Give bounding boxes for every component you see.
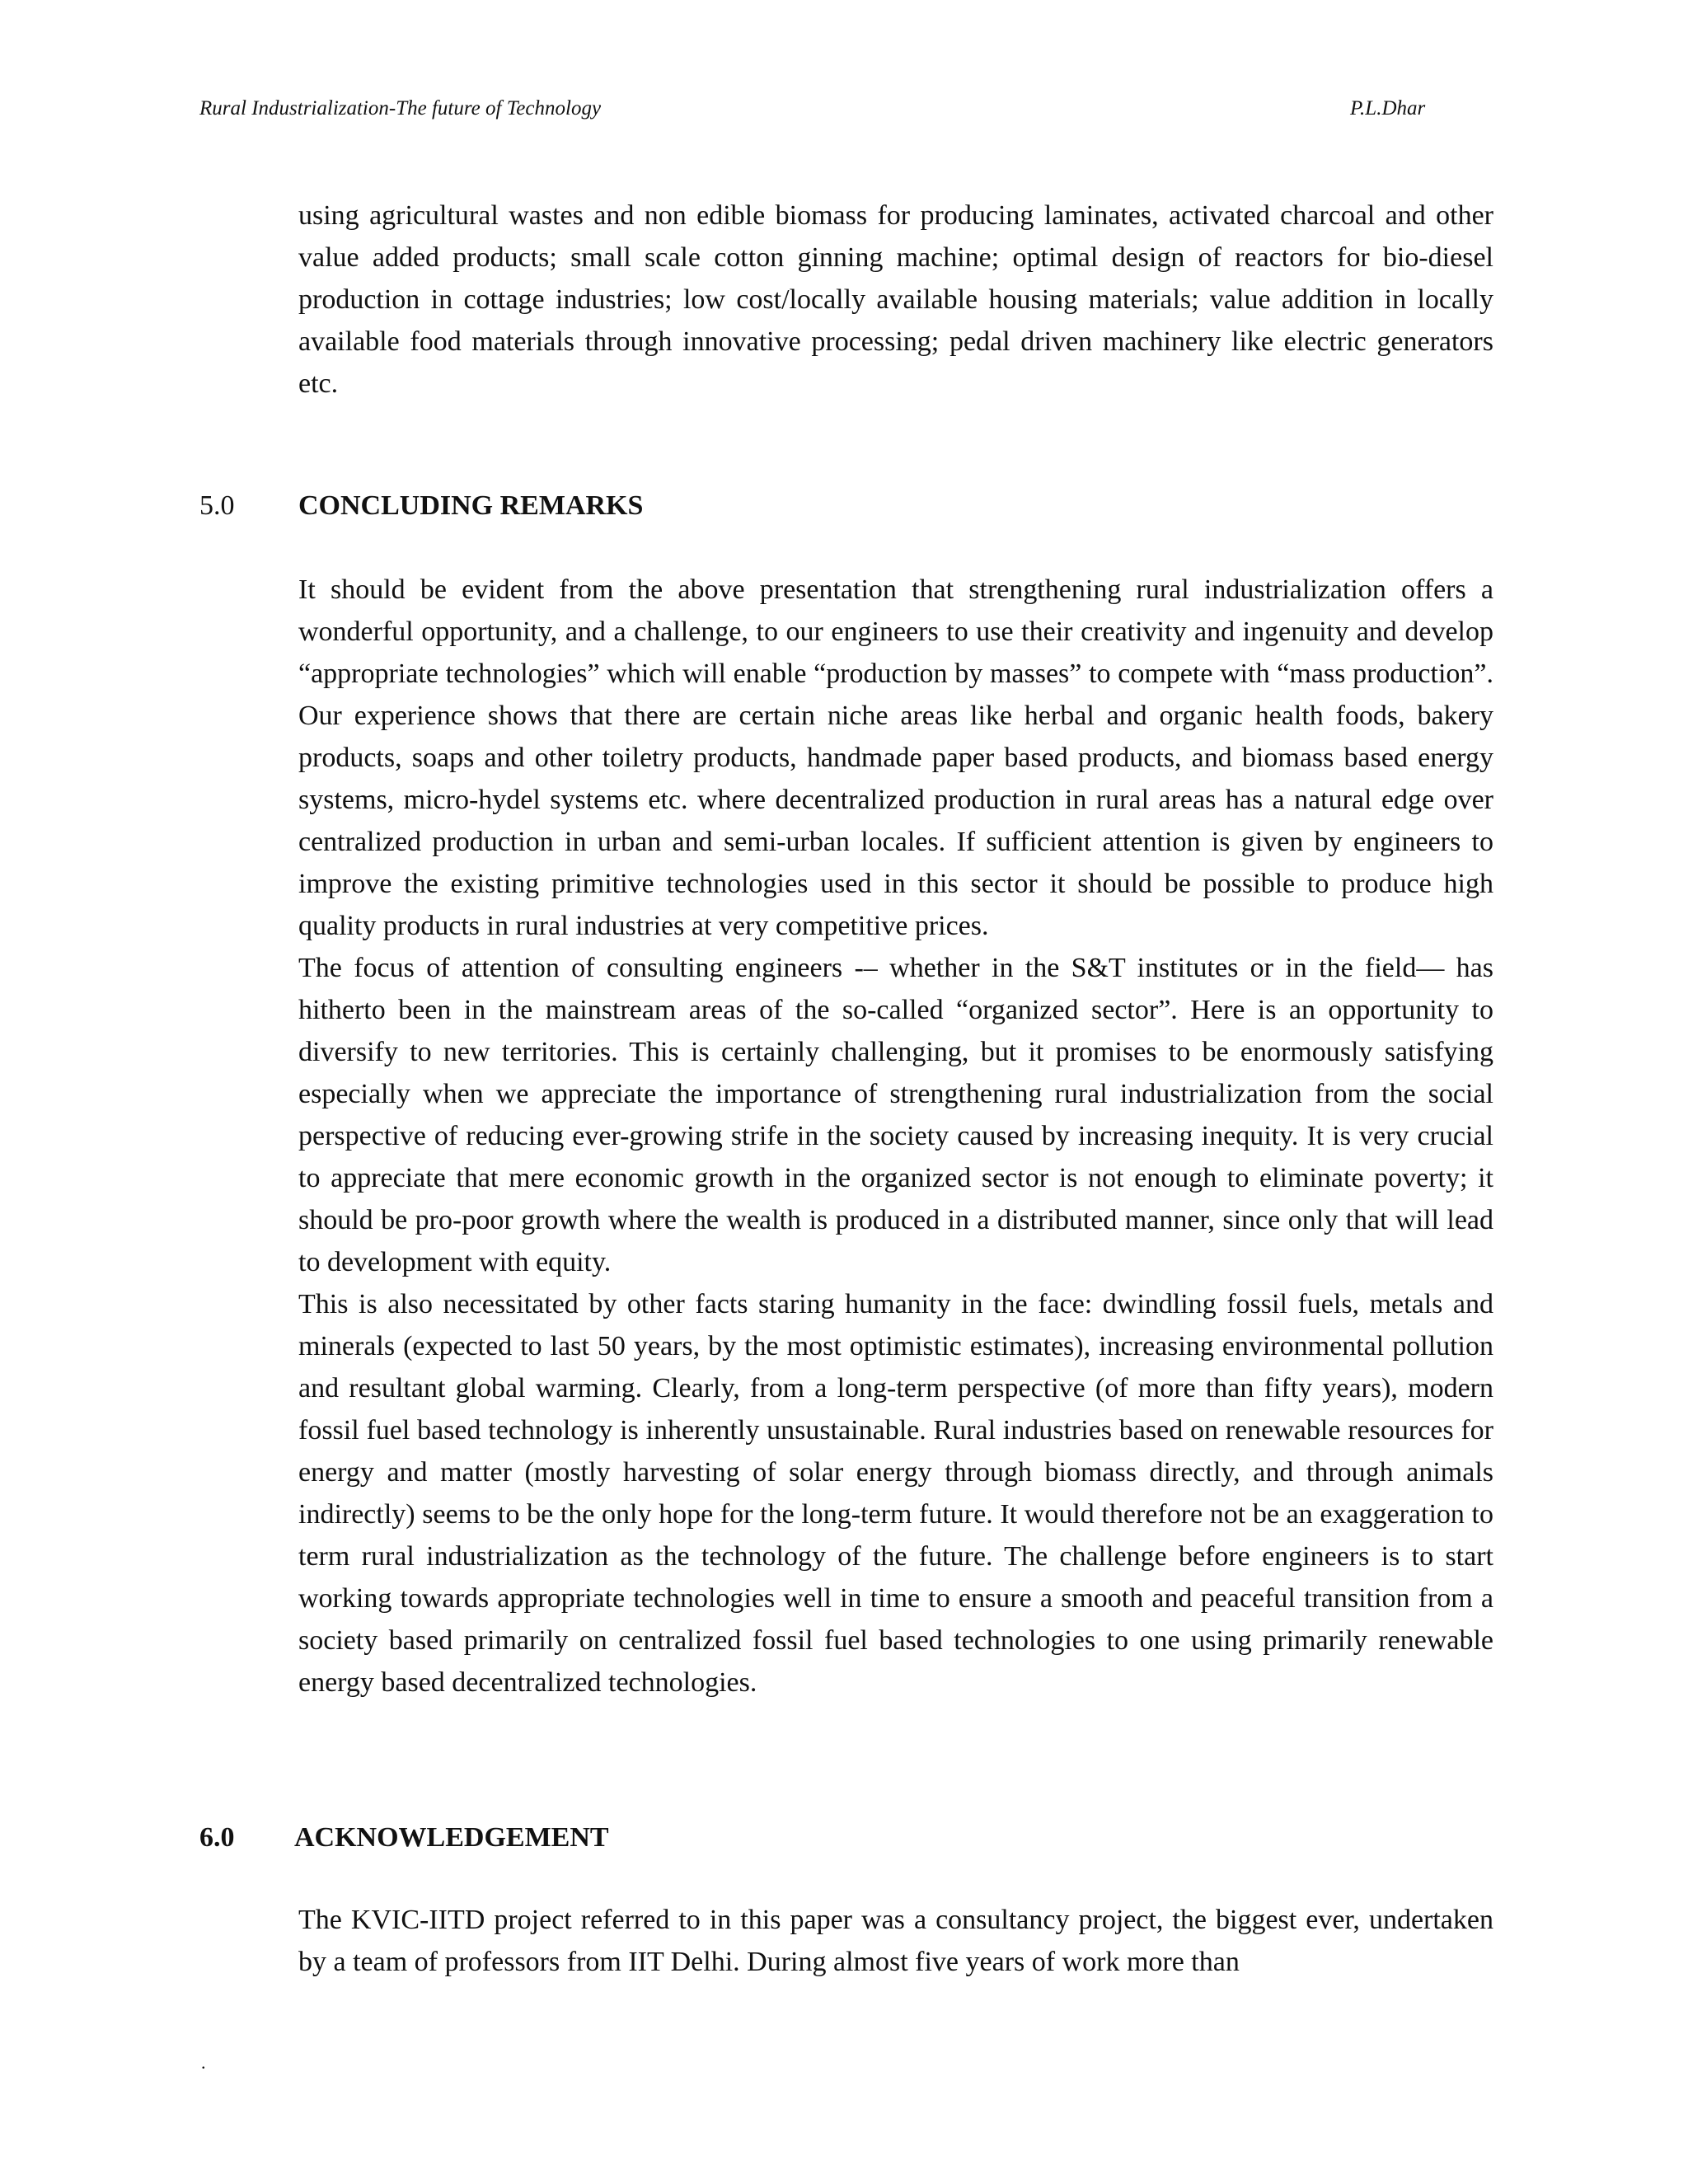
- intro-paragraph-block: [298, 194, 1493, 405]
- intro-paragraph: using agricultural wastes and non edible biomass for producing laminates, activated charcoal and other value added products; small scale cotton ginning machine; optimal design of reactors for bio-diesel production in cottage industries; low cost/locally available housing materials; value addition in locally available food materials through innovative processing; pedal driven machinery like electric generators etc.: [298, 200, 1493, 399]
- section-5-body: [298, 569, 1493, 1704]
- section-5-paragraph-1: It should be evident from the above presentation that strengthening rural industrialization offers a wonderful opportunity, and a challenge, to our engineers to use their creativity and ingenuity and develop “appropriate technologies” which will enable “production by masses” to compete with “mass production”. Our experience shows that there are certain niche areas like herbal and organic health foods, bakery products, soaps and other toiletry products, handmade paper based products, and biomass based energy systems, micro-hydel systems etc. where decentralized production in rural areas has a natural edge over centralized production in urban and semi-urban locales. If sufficient attention is given by engineers to improve the existing primitive technologies used in this sector it should be possible to produce high quality products in rural industries at very competitive prices.: [298, 574, 1493, 941]
- running-header: [199, 97, 1436, 130]
- section-6-number: 6.0: [199, 1822, 235, 1853]
- section-6-paragraph: The KVIC-IITD project referred to in this paper was a consultancy project, the biggest ever, undertaken by a team of professors from IIT Delhi. During almost five years of work more than: [298, 1905, 1493, 1977]
- section-5-paragraph-3: This is also necessitated by other facts staring humanity in the face: dwindling fossil fuels, metals and minerals (expected to last 50 years, by the most optimistic estimates), increasing environmental pollution and resultant global warming. Clearly, from a long-term perspective (of more than fifty years), modern fossil fuel based technology is inherently unsustainable. Rural industries based on renewable resources for energy and matter (mostly harvesting of solar energy through biomass directly, and through animals indirectly) seems to be the only hope for the long-term future. It would therefore not be an exaggeration to term rural industrialization as the technology of the future. The challenge before engineers is to start working towards appropriate technologies well in time to ensure a smooth and peaceful transition from a society based primarily on centralized fossil fuel based technologies to one using primarily renewable energy based decentralized technologies.: [298, 1289, 1493, 1698]
- section-6-title: ACKNOWLEDGEMENT: [294, 1822, 609, 1853]
- header-author: P.L.Dhar: [1350, 97, 1426, 120]
- section-5-title: CONCLUDING REMARKS: [298, 490, 644, 521]
- section-6-body: [298, 1899, 1493, 1983]
- header-title: Rural Industrialization-The future of Technology: [199, 97, 602, 120]
- section-5-number: 5.0: [199, 490, 235, 521]
- section-5-paragraph-2: The focus of attention of consulting engineers -– whether in the S&T institutes or in the field— has hitherto been in the mainstream areas of the so-called “organized sector”. Here is an opportunity to diversify to new territories. This is certainly challenging, but it promises to be enormously satisfying especially when we appreciate the importance of strengthening rural industrialization from the social perspective of reducing ever-growing strife in the society caused by increasing inequity. It is very crucial to appreciate that mere economic growth in the organized sector is not enough to eliminate poverty; it should be pro-poor growth where the wealth is produced in a distributed manner, since only that will lead to development with equity.: [298, 953, 1493, 1277]
- footer-mark: .: [201, 2052, 206, 2073]
